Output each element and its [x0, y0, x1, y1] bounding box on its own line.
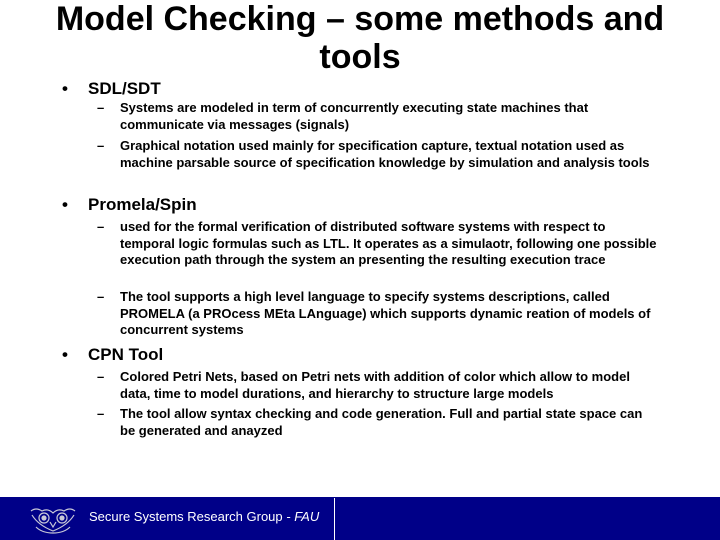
footer-affiliation: FAU — [294, 509, 320, 524]
bullet-label: Promela/Spin — [88, 195, 197, 214]
slide-title: Model Checking – some methods and tools — [55, 0, 665, 76]
footer-separator: - — [282, 509, 295, 524]
footer-group: Secure Systems Research Group — [89, 509, 283, 524]
sub-item — [97, 369, 657, 402]
sub-dash: – — [97, 406, 105, 421]
sub-item — [97, 219, 657, 269]
sub-dash: – — [97, 219, 105, 234]
sub-dash: – — [97, 138, 105, 153]
sub-text: Graphical notation used mainly for specification capture, textual notation used as machine parsable source of specification knowledge by simulation and analysis tools — [120, 138, 650, 170]
sub-item — [97, 406, 657, 439]
sub-dash: – — [97, 100, 105, 115]
sub-text: Systems are modeled in term of concurrently executing state machines that communicate via messages (signals) — [120, 100, 589, 132]
sub-dash: – — [97, 289, 105, 304]
sub-item — [97, 289, 657, 339]
bullet-label: CPN Tool — [88, 345, 164, 364]
sub-text: The tool allow syntax checking and code generation. Full and partial state space can be generated and anayzed — [120, 406, 643, 438]
bullet-dot: • — [62, 345, 68, 364]
sub-dash: – — [97, 369, 105, 384]
sub-text: Colored Petri Nets, based on Petri nets with addition of color which allow to model data, time to model durations, and hierarchy to structure large models — [120, 369, 630, 401]
sub-text: used for the formal verification of distributed software systems with respect to temporal logic formulas such as LTL. It operates as a simulaotr, following one possible execution path through the system an presenting the resulting execution trace — [120, 219, 657, 267]
footer-vertical-rule — [334, 498, 335, 540]
bullet-label: SDL/SDT — [88, 79, 161, 98]
sub-text: The tool supports a high level language to specify systems descriptions, called PROMELA (a PROcess MEta LAnguage) which supports dynamic reation of models of concurrent systems — [120, 289, 651, 337]
bullet-dot: • — [62, 195, 68, 214]
bullet-dot: • — [62, 79, 68, 98]
sub-item — [97, 138, 657, 171]
footer-text — [89, 509, 319, 524]
owl-logo-icon — [28, 505, 78, 535]
sub-item — [97, 100, 657, 133]
